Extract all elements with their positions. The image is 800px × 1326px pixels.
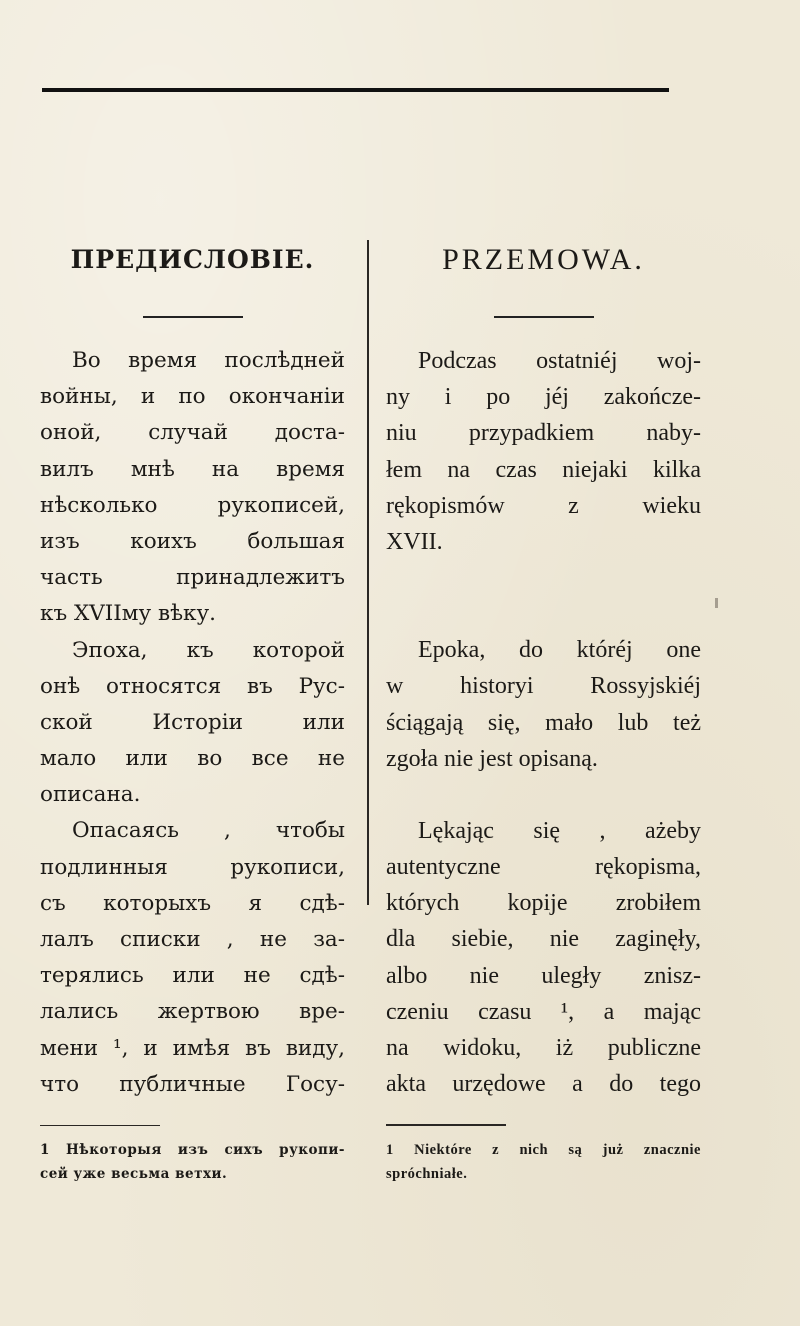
- text-line: вилъ мнѣ на время: [40, 456, 345, 482]
- right-column-polish: [386, 230, 701, 1186]
- text-line: zgoła nie jest opisaną.: [386, 745, 598, 772]
- text-line: нѣсколько рукописей,: [40, 492, 345, 518]
- right-heading: PRZEMOWA.: [442, 243, 645, 276]
- text-line: изъ коихъ большая: [40, 528, 345, 554]
- right-heading-rule: [494, 316, 594, 318]
- left-heading: ПРЕДИСЛОВІЕ.: [70, 245, 315, 274]
- right-footnote-rule: [386, 1124, 506, 1126]
- text-line: albo nie uległy znisz-: [386, 962, 701, 989]
- text-line: лалъ списки , не за-: [40, 927, 345, 952]
- right-paragraph-1: [386, 343, 701, 560]
- text-line: Podczas ostatniéj woj-: [418, 348, 701, 374]
- text-line: Epoka, do któréj one: [418, 637, 701, 664]
- left-column-russian: [40, 230, 345, 1186]
- text-line: ской Исторіи или: [40, 709, 345, 735]
- text-line: Во время послѣдней: [72, 348, 345, 373]
- left-footnote: [40, 1138, 345, 1186]
- column-divider: [367, 240, 369, 905]
- text-line: Lękając się , ażeby: [418, 817, 701, 844]
- text-line: подлинныя рукописи,: [40, 854, 345, 880]
- text-line: мени ¹, и имѣя въ виду,: [40, 1035, 345, 1061]
- page-speck: [715, 598, 718, 608]
- paragraph-gap: [386, 560, 701, 632]
- footnote-line: 1 Niektóre z nich są już znacznie: [386, 1141, 701, 1158]
- text-line: rękopismów z wieku: [386, 492, 701, 519]
- text-line: къ XVIIму вѣку.: [40, 601, 216, 627]
- left-footnote-rule: [40, 1125, 160, 1127]
- text-line: akta urzędowe a do tego: [386, 1071, 701, 1098]
- right-paragraph-2: [386, 632, 701, 777]
- text-line: часть принадлежитъ: [40, 565, 345, 591]
- left-paragraph-2: [40, 633, 345, 814]
- text-line: czeniu czasu ¹, a mając: [386, 998, 701, 1025]
- text-line: ściągają się, mało lub też: [386, 709, 701, 736]
- footnote-line: 1 Нѣкоторыя изъ сихъ рукопи-: [40, 1142, 345, 1159]
- text-line: ny i po jéj zakończe-: [386, 384, 701, 411]
- right-body-text: [386, 343, 701, 1102]
- text-line: autentyczne rękopisma,: [386, 854, 701, 881]
- text-line: których kopije zrobiłem: [386, 890, 701, 917]
- text-line: оной, случай доста-: [40, 420, 345, 446]
- footnote-line: spróchniałe.: [386, 1165, 468, 1182]
- text-line: онѣ относятся въ Рус-: [40, 673, 345, 699]
- text-line: мало или во все не: [40, 746, 345, 772]
- right-footnote: [386, 1138, 701, 1186]
- text-line: Эпоха, къ которой: [72, 637, 345, 663]
- left-heading-rule: [143, 316, 243, 318]
- text-line: XVII.: [386, 528, 443, 555]
- text-line: łem na czas niejaki kilka: [386, 456, 701, 483]
- text-line: лались жертвою вре-: [40, 999, 345, 1025]
- text-line: dla siebie, nie zaginęły,: [386, 926, 701, 953]
- text-line: na widoku, iż publiczne: [386, 1035, 701, 1061]
- left-paragraph-3: [40, 813, 345, 1103]
- top-double-rule: [42, 88, 669, 92]
- right-paragraph-3: [386, 813, 701, 1103]
- text-line: w historyi Rossyjskiéj: [386, 673, 701, 700]
- left-paragraph-1: [40, 343, 345, 633]
- text-line: niu przypadkiem naby-: [386, 420, 701, 447]
- text-line: съ которыхъ я сдѣ-: [40, 890, 345, 916]
- footnote-line: сей уже весьма ветхи.: [40, 1166, 228, 1183]
- text-line: войны, и по окончаніи: [40, 384, 345, 410]
- text-line: Опасаясь , чтобы: [72, 818, 345, 844]
- text-line: терялись или не сдѣ-: [40, 963, 345, 989]
- text-line: что публичные Госу-: [40, 1071, 345, 1097]
- left-body-text: [40, 343, 345, 1103]
- paragraph-gap: [386, 777, 701, 813]
- text-line: описана.: [40, 782, 141, 808]
